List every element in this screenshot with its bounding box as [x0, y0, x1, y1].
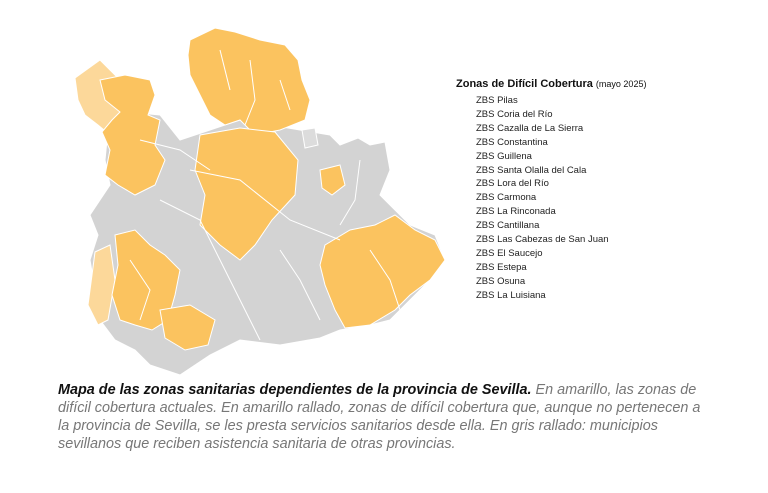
legend-item: ZBS La Luisiana — [476, 289, 546, 301]
legend-item: ZBS Constantina — [476, 136, 548, 148]
legend-item: ZBS Santa Olalla del Cala — [476, 164, 587, 176]
gray-patch-northeast — [302, 128, 318, 148]
legend-item: ZBS Cazalla de La Sierra — [476, 122, 584, 134]
legend-list — [456, 94, 756, 303]
zone-north-sierra — [188, 28, 310, 135]
legend-date: (mayo 2025) — [595, 79, 647, 89]
caption-text: En amarillo, las zonas de difícil cobertura actuales. En amarillo rallado, zonas de difícil cobertura que, aunque no pertenecen a la provincia de Sevilla, se les presta servicios sanitarios desde ella. En gris rallado: municipios sevillanos que reciben asistencia sanitaria de otras provincias. — [58, 382, 701, 452]
legend-item: ZBS La Rinconada — [476, 206, 556, 218]
legend-item: ZBS Lora del Río — [476, 178, 549, 190]
legend-item: ZBS Guillena — [476, 150, 532, 162]
zone-northwest — [100, 75, 165, 195]
province-map — [40, 20, 460, 380]
legend-item: ZBS Cantillana — [476, 220, 540, 232]
legend-item: ZBS Las Cabezas de San Juan — [476, 234, 609, 246]
legend-item: ZBS Carmona — [476, 192, 537, 204]
legend-title-text: Zonas de Difícil Cobertura — [456, 78, 593, 90]
caption-bold: Mapa de las zonas sanitarias dependientes de la provincia de Sevilla. — [58, 382, 532, 398]
legend-title — [456, 78, 756, 90]
map-caption — [58, 381, 713, 453]
legend-item: ZBS El Saucejo — [476, 247, 543, 259]
legend-item: ZBS Estepa — [476, 261, 527, 273]
legend-item: ZBS Pilas — [476, 95, 518, 106]
map-legend — [456, 78, 756, 303]
legend-item: ZBS Coria del Río — [476, 108, 553, 120]
legend-item: ZBS Osuna — [476, 275, 526, 287]
